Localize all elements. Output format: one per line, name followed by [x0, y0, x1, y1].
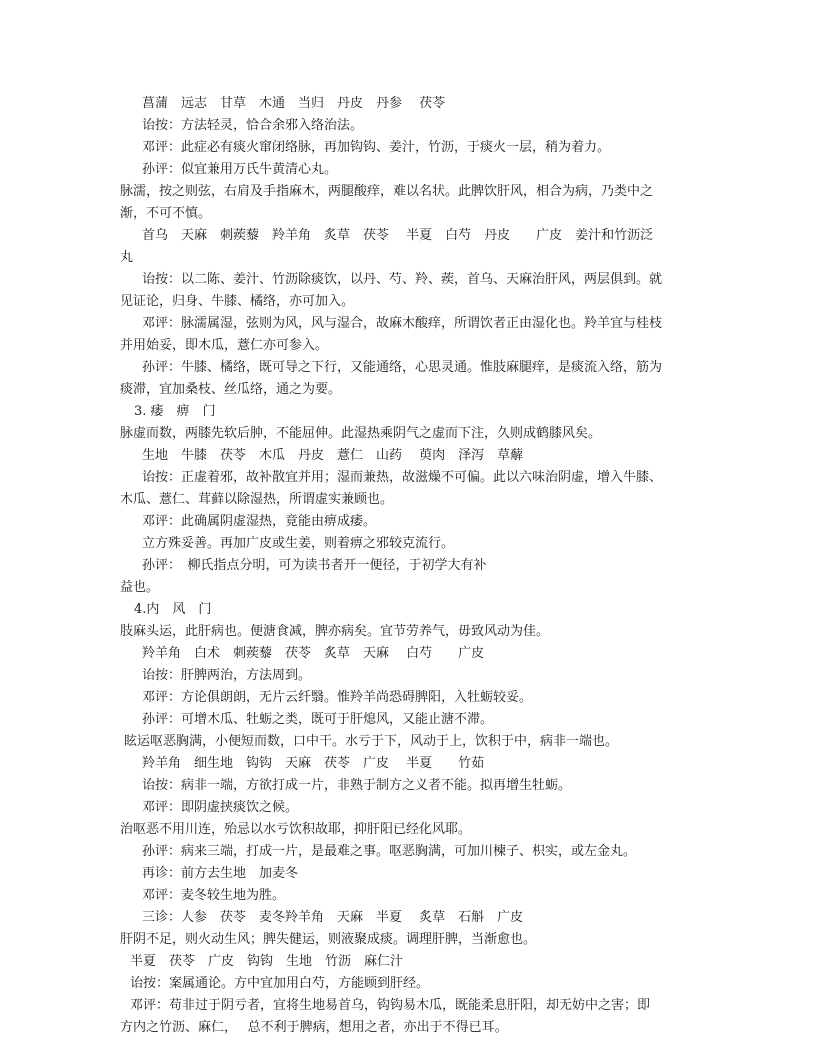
text-line: 丸	[120, 250, 134, 265]
text-line: 治呕恶不用川连，殆忌以水亏饮积故耶，抑肝阳已经化风耶。	[120, 822, 472, 837]
text-line: 孙评：可增木瓜、牡蛎之类，既可于肝熄风，又能止溏不滞。	[142, 712, 494, 727]
text-line: 邓评：脉濡属湿，弦则为风，风与湿合，故麻木酸痒，所谓饮者正由湿化也。羚羊宜与桂枝	[142, 316, 663, 331]
text-line: 诒按：肝脾两治，方法周到。	[142, 668, 312, 683]
text-line: 诒按：病非一端，方欲打成一片，非熟于制方之义者不能。拟再增生牡蛎。	[142, 778, 572, 793]
text-line: 见证论，归身、牛膝、橘络，亦可加入。	[120, 294, 355, 309]
text-line: 眩运呕恶胸满，小便短而数，口中干。水亏于下，风动于上，饮积于中，病非一端也。	[124, 734, 619, 749]
text-line: 孙评：病来三端，打成一片，是最难之事。呕恶胸满，可加川楝子、枳实，或左金丸。	[142, 844, 637, 859]
text-line: 立方殊妥善。再加广皮或生姜，则着痹之邪较克流行。	[142, 536, 455, 551]
text-line: 益也。	[120, 580, 160, 595]
text-line: 痰滞，宜加桑枝、丝瓜络，通之为要。	[120, 382, 342, 397]
text-line: 邓评：方论俱朗朗，无片云纤翳。惟羚羊尚恐碍脾阳，入牡蛎较妥。	[142, 690, 533, 705]
text-line: 半夏 茯苓 广皮 钩钩 生地 竹沥 麻仁汁	[130, 954, 404, 969]
text-line: 羚羊角 白术 刺蒺藜 茯苓 炙草 天麻 白芍 广皮	[142, 646, 485, 661]
text-line: 肝阴不足，则火动生风；脾失健运，则液聚成痰。调理肝脾，当渐愈也。	[120, 932, 537, 947]
text-line: 邓评：即阴虚挟痰饮之候。	[142, 800, 299, 815]
text-line: 诒按：案属通论。方中宜加用白芍，方能顾到肝经。	[130, 976, 430, 991]
text-line: 肢麻头运，此肝病也。便溏食减，脾亦病矣。宜节劳养气，毋致风动为佳。	[120, 624, 550, 639]
section-heading: 4.内 风 门	[134, 602, 212, 617]
text-line: 邓评：麦冬较生地为胜。	[142, 888, 286, 903]
text-line: 方内之竹沥、麻仁， 总不利于脾病，想用之者，亦出于不得已耳。	[120, 1020, 508, 1035]
text-line: 诒按：方法轻灵，恰合余邪入络治法。	[142, 118, 364, 133]
text-line: 脉濡，按之则弦，右肩及手指麻木，两腿酸痒，难以名状。此脾饮肝风，相合为病，乃类中之	[120, 184, 654, 199]
text-line: 并用始妥，即木瓜，薏仁亦可参入。	[120, 338, 329, 353]
text-line: 三诊：人参 茯苓 麦冬羚羊角 天麻 半夏 炙草 石斛 广皮	[142, 910, 524, 925]
text-line: 羚羊角 细生地 钩钩 天麻 茯苓 广皮 半夏 竹茹	[142, 756, 485, 771]
section-heading: 3. 痿 痹 门	[134, 404, 216, 419]
text-line: 邓评：此症必有痰火窜闭络脉，再加钩钩、姜汁，竹沥，于痰火一层，稍为着力。	[142, 140, 611, 155]
text-line: 邓评：此确属阴虚湿热，竟能由痹成痿。	[142, 514, 377, 529]
text-line: 孙评： 柳氏指点分明，可为读书者开一便径，于初学大有补	[142, 558, 487, 573]
text-line: 诒按：正虚着邪，故补散宜并用；湿而兼热，故滋燥不可偏。此以六味治阴虚，增入牛膝、	[142, 470, 663, 485]
text-line: 孙评：牛膝、橘络，既可导之下行，又能通络，心思灵通。惟肢麻腿痒，是痰流入络，筋为	[142, 360, 663, 375]
text-line: 渐，不可不慎。	[120, 206, 212, 221]
text-line: 脉虚而数，两膝先软后肿，不能屈伸。此湿热乘阴气之虚而下注，久则成鹤膝风矣。	[120, 426, 602, 441]
text-line: 诒按：以二陈、姜汁、竹沥除痰饮，以丹、芍、羚、蒺，首乌、天麻治肝风，两层俱到。就	[142, 272, 663, 287]
text-line: 首乌 天麻 刺蒺藜 羚羊角 炙草 茯苓 半夏 白芍 丹皮 广皮 姜汁和竹沥泛	[142, 228, 654, 243]
text-line: 生地 牛膝 茯苓 木瓜 丹皮 薏仁 山药 萸肉 泽泻 草薢	[142, 448, 524, 463]
text-line: 邓评：苟非过于阴亏者，宜将生地易首乌，钩钩易木瓜，既能柔息肝阳，却无妨中之害；即	[130, 998, 651, 1013]
text-line: 孙评：似宜兼用万氏牛黄清心丸。	[142, 162, 338, 177]
text-line: 再诊：前方去生地 加麦冬	[142, 866, 299, 881]
text-line: 木瓜、薏仁、茸藓以除湿热，所谓虚实兼顾也。	[120, 492, 394, 507]
text-line: 菖蒲 远志 甘草 木通 当归 丹皮 丹参 茯苓	[142, 96, 446, 111]
